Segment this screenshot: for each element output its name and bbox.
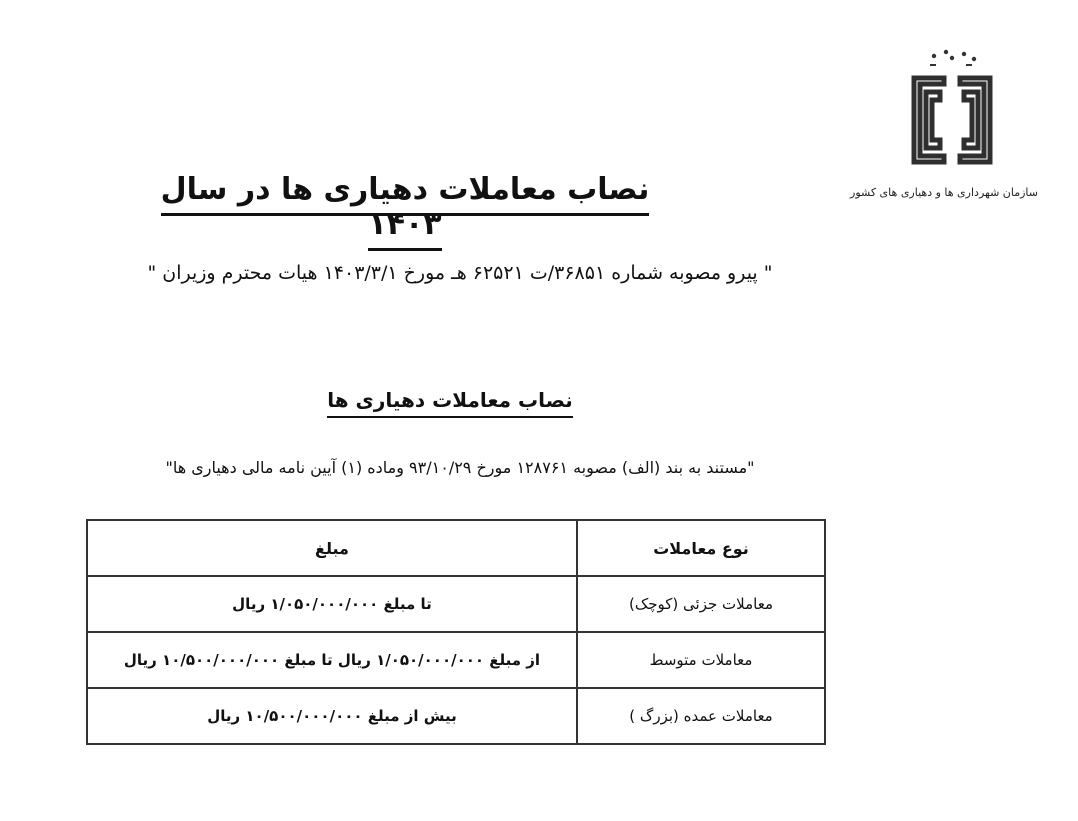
amount-cell: بیش از مبلغ ۱۰/۵۰۰/۰۰۰/۰۰۰ ریال xyxy=(87,688,577,744)
section-title xyxy=(300,388,600,412)
amount-cell: تا مبلغ ۱/۰۵۰/۰۰۰/۰۰۰ ریال xyxy=(87,576,577,632)
table-row xyxy=(87,688,825,744)
logo-caption: سازمان شهرداری ها و دهیاری های کشور xyxy=(850,186,1038,199)
header-transaction-type: نوع معاملات xyxy=(577,520,825,576)
regulation-reference: "مستند به بند (الف) مصوبه ۱۲۸۷۶۱ مورخ ۹۳/۱۰/۲۹ وماده (۱) آیین نامه مالی دهیاری ها" xyxy=(165,458,755,477)
decree-reference: " پیرو مصوبه شماره ۳۶۸۵۱/ت ۶۲۵۲۱ هـ مورخ ۱۴۰۳/۳/۱ هیات محترم وزیران " xyxy=(147,262,773,284)
amount-cell: از مبلغ ۱/۰۵۰/۰۰۰/۰۰۰ ریال تا مبلغ ۱۰/۵۰۰/۰۰۰/۰۰۰ ریال xyxy=(87,632,577,688)
section-title-text: نصاب معاملات دهیاری ها xyxy=(327,388,573,418)
page-title-text: نصاب معاملات دهیاری ها در سال ۱۴۰۳ xyxy=(161,172,650,251)
table-row xyxy=(87,632,825,688)
organization-logo xyxy=(850,44,1038,214)
transaction-type-cell: معاملات متوسط xyxy=(577,632,825,688)
transaction-type-cell: معاملات عمده (بزرگ ) xyxy=(577,688,825,744)
transaction-thresholds-table xyxy=(86,519,826,745)
table-header-row xyxy=(87,520,825,576)
header-amount: مبلغ xyxy=(87,520,577,576)
transaction-type-cell: معاملات جزئی (کوچک) xyxy=(577,576,825,632)
org-emblem-icon xyxy=(904,44,1000,172)
table-row xyxy=(87,576,825,632)
page-title xyxy=(160,172,650,242)
